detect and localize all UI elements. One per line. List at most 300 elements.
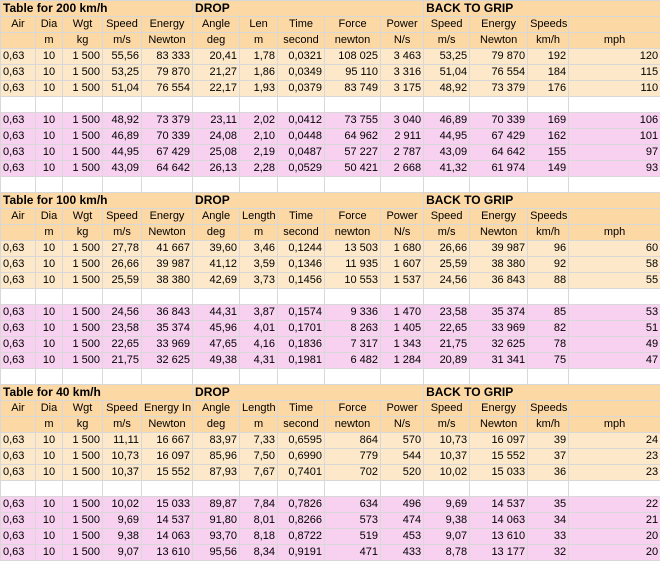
table-cell[interactable]: 1 500 (63, 529, 103, 545)
table-cell[interactable]: 42,69 (193, 273, 240, 289)
table-cell[interactable]: 1 500 (63, 353, 103, 369)
table-cell[interactable]: 51 (569, 321, 660, 337)
table-cell[interactable]: 0,1346 (278, 257, 325, 273)
table-cell[interactable]: 8,78 (424, 545, 470, 561)
table-cell[interactable]: 10 (36, 353, 63, 369)
table-cell[interactable]: 22,65 (424, 321, 470, 337)
table-cell[interactable]: 520 (381, 465, 424, 481)
table-cell[interactable]: 0,63 (1, 529, 36, 545)
table-cell[interactable]: 10,37 (103, 465, 142, 481)
table-cell[interactable]: 0,63 (1, 497, 36, 513)
table-cell[interactable]: 433 (381, 545, 424, 561)
table-cell[interactable]: 21,27 (193, 65, 240, 81)
table-cell[interactable]: 49 (569, 337, 660, 353)
table-cell[interactable]: 779 (325, 449, 381, 465)
table-cell[interactable]: 10 (36, 529, 63, 545)
table-cell[interactable]: 44,95 (424, 129, 470, 145)
empty-cell[interactable] (381, 97, 424, 113)
table-cell[interactable]: 25,59 (103, 273, 142, 289)
table-cell[interactable]: 192 (528, 49, 569, 65)
table-cell[interactable]: 20 (569, 545, 660, 561)
table-cell[interactable]: 1 500 (63, 241, 103, 257)
table-cell[interactable]: 73 379 (470, 81, 528, 97)
table-cell[interactable]: 0,6595 (278, 433, 325, 449)
table-cell[interactable]: 67 429 (470, 129, 528, 145)
table-cell[interactable]: 519 (325, 529, 381, 545)
empty-cell[interactable] (63, 97, 103, 113)
table-cell[interactable]: 10 (36, 65, 63, 81)
table-cell[interactable]: 10 (36, 49, 63, 65)
table-cell[interactable]: 0,63 (1, 337, 36, 353)
table-cell[interactable]: 20 (569, 529, 660, 545)
empty-cell[interactable] (569, 481, 660, 497)
table-cell[interactable]: 10 (36, 257, 63, 273)
table-cell[interactable]: 51,04 (103, 81, 142, 97)
empty-cell[interactable] (528, 177, 569, 193)
table-cell[interactable]: 48,92 (103, 113, 142, 129)
table-cell[interactable]: 96 (528, 241, 569, 257)
empty-cell[interactable] (240, 289, 278, 305)
table-cell[interactable]: 76 554 (470, 65, 528, 81)
table-cell[interactable]: 41,32 (424, 161, 470, 177)
empty-cell[interactable] (569, 97, 660, 113)
table-cell[interactable]: 1 500 (63, 161, 103, 177)
empty-cell[interactable] (193, 97, 240, 113)
table-cell[interactable]: 1 500 (63, 273, 103, 289)
table-cell[interactable]: 2 668 (381, 161, 424, 177)
table-cell[interactable]: 0,63 (1, 353, 36, 369)
empty-cell[interactable] (278, 369, 325, 385)
table-cell[interactable]: 10,73 (103, 449, 142, 465)
table-cell[interactable]: 79 870 (470, 49, 528, 65)
table-cell[interactable]: 10 (36, 449, 63, 465)
table-cell[interactable]: 1 500 (63, 337, 103, 353)
table-cell[interactable]: 24,56 (424, 273, 470, 289)
table-cell[interactable]: 13 610 (470, 529, 528, 545)
table-cell[interactable]: 27,78 (103, 241, 142, 257)
table-cell[interactable]: 15 033 (470, 465, 528, 481)
table-cell[interactable]: 78 (528, 337, 569, 353)
table-cell[interactable]: 67 429 (142, 145, 193, 161)
table-cell[interactable]: 73 379 (142, 113, 193, 129)
table-cell[interactable]: 83,97 (193, 433, 240, 449)
table-cell[interactable]: 0,63 (1, 465, 36, 481)
table-cell[interactable]: 43,09 (103, 161, 142, 177)
table-cell[interactable]: 9,38 (103, 529, 142, 545)
table-cell[interactable]: 32 (528, 545, 569, 561)
table-cell[interactable]: 2 911 (381, 129, 424, 145)
table-cell[interactable]: 1 500 (63, 465, 103, 481)
table-cell[interactable]: 0,63 (1, 305, 36, 321)
table-cell[interactable]: 0,1836 (278, 337, 325, 353)
table-cell[interactable]: 474 (381, 513, 424, 529)
empty-cell[interactable] (424, 369, 470, 385)
table-cell[interactable]: 8,34 (240, 545, 278, 561)
empty-cell[interactable] (103, 369, 142, 385)
table-cell[interactable]: 1 284 (381, 353, 424, 369)
table-cell[interactable]: 21 (569, 513, 660, 529)
empty-cell[interactable] (325, 289, 381, 305)
table-cell[interactable]: 10 (36, 161, 63, 177)
table-cell[interactable]: 25,59 (424, 257, 470, 273)
empty-cell[interactable] (569, 369, 660, 385)
table-cell[interactable]: 634 (325, 497, 381, 513)
table-cell[interactable]: 15 552 (142, 465, 193, 481)
table-cell[interactable]: 97 (569, 145, 660, 161)
table-cell[interactable]: 53 (569, 305, 660, 321)
empty-cell[interactable] (193, 177, 240, 193)
table-cell[interactable]: 44,31 (193, 305, 240, 321)
empty-cell[interactable] (381, 481, 424, 497)
table-cell[interactable]: 0,0379 (278, 81, 325, 97)
table-cell[interactable]: 33 969 (470, 321, 528, 337)
empty-cell[interactable] (63, 177, 103, 193)
table-cell[interactable]: 10 (36, 545, 63, 561)
table-cell[interactable]: 0,0349 (278, 65, 325, 81)
table-cell[interactable]: 115 (569, 65, 660, 81)
table-cell[interactable]: 41,12 (193, 257, 240, 273)
table-cell[interactable]: 15 033 (142, 497, 193, 513)
table-cell[interactable]: 2 787 (381, 145, 424, 161)
table-cell[interactable]: 39 987 (142, 257, 193, 273)
empty-cell[interactable] (1, 97, 36, 113)
table-cell[interactable]: 1 500 (63, 129, 103, 145)
table-cell[interactable]: 0,7401 (278, 465, 325, 481)
empty-cell[interactable] (470, 289, 528, 305)
empty-cell[interactable] (103, 481, 142, 497)
table-cell[interactable]: 702 (325, 465, 381, 481)
table-cell[interactable]: 0,1456 (278, 273, 325, 289)
empty-cell[interactable] (240, 97, 278, 113)
table-cell[interactable]: 60 (569, 241, 660, 257)
table-cell[interactable]: 10 (36, 129, 63, 145)
table-cell[interactable]: 93 (569, 161, 660, 177)
table-cell[interactable]: 1 405 (381, 321, 424, 337)
table-cell[interactable]: 8,01 (240, 513, 278, 529)
table-cell[interactable]: 2,10 (240, 129, 278, 145)
table-cell[interactable]: 89,87 (193, 497, 240, 513)
empty-cell[interactable] (63, 289, 103, 305)
table-cell[interactable]: 7,33 (240, 433, 278, 449)
table-cell[interactable]: 101 (569, 129, 660, 145)
table-cell[interactable]: 110 (569, 81, 660, 97)
table-cell[interactable]: 23 (569, 465, 660, 481)
table-cell[interactable]: 34 (528, 513, 569, 529)
table-cell[interactable]: 10 (36, 433, 63, 449)
table-cell[interactable]: 10,02 (424, 465, 470, 481)
table-cell[interactable]: 0,0448 (278, 129, 325, 145)
empty-cell[interactable] (424, 177, 470, 193)
table-cell[interactable]: 47,65 (193, 337, 240, 353)
table-cell[interactable]: 1,93 (240, 81, 278, 97)
table-cell[interactable]: 0,63 (1, 241, 36, 257)
empty-cell[interactable] (325, 177, 381, 193)
empty-cell[interactable] (142, 369, 193, 385)
table-cell[interactable]: 21,75 (103, 353, 142, 369)
table-cell[interactable]: 1 500 (63, 513, 103, 529)
table-cell[interactable]: 2,28 (240, 161, 278, 177)
empty-cell[interactable] (240, 177, 278, 193)
table-cell[interactable]: 13 610 (142, 545, 193, 561)
table-cell[interactable]: 51,04 (424, 65, 470, 81)
table-cell[interactable]: 1 500 (63, 113, 103, 129)
table-cell[interactable]: 1 500 (63, 497, 103, 513)
table-cell[interactable]: 10 (36, 113, 63, 129)
table-cell[interactable]: 23 (569, 449, 660, 465)
table-cell[interactable]: 49,38 (193, 353, 240, 369)
empty-cell[interactable] (325, 369, 381, 385)
table-cell[interactable]: 1 343 (381, 337, 424, 353)
table-cell[interactable]: 85,96 (193, 449, 240, 465)
table-cell[interactable]: 0,1701 (278, 321, 325, 337)
empty-cell[interactable] (142, 177, 193, 193)
empty-cell[interactable] (528, 481, 569, 497)
table-cell[interactable]: 10 (36, 305, 63, 321)
table-cell[interactable]: 58 (569, 257, 660, 273)
empty-cell[interactable] (1, 369, 36, 385)
table-cell[interactable]: 76 554 (142, 81, 193, 97)
table-cell[interactable]: 47 (569, 353, 660, 369)
table-cell[interactable]: 13 503 (325, 241, 381, 257)
table-cell[interactable]: 21,75 (424, 337, 470, 353)
table-cell[interactable]: 36 (528, 465, 569, 481)
table-cell[interactable]: 36 843 (142, 305, 193, 321)
table-cell[interactable]: 23,58 (103, 321, 142, 337)
table-cell[interactable]: 64 962 (325, 129, 381, 145)
table-cell[interactable]: 0,1981 (278, 353, 325, 369)
empty-cell[interactable] (193, 369, 240, 385)
table-cell[interactable]: 7,84 (240, 497, 278, 513)
table-cell[interactable]: 1 500 (63, 65, 103, 81)
table-cell[interactable]: 9 336 (325, 305, 381, 321)
table-cell[interactable]: 155 (528, 145, 569, 161)
table-cell[interactable]: 0,63 (1, 145, 36, 161)
table-cell[interactable]: 31 341 (470, 353, 528, 369)
table-cell[interactable]: 108 025 (325, 49, 381, 65)
empty-cell[interactable] (325, 97, 381, 113)
table-cell[interactable]: 75 (528, 353, 569, 369)
empty-cell[interactable] (278, 481, 325, 497)
empty-cell[interactable] (103, 177, 142, 193)
table-cell[interactable]: 9,38 (424, 513, 470, 529)
table-cell[interactable]: 9,69 (424, 497, 470, 513)
table-cell[interactable]: 24 (569, 433, 660, 449)
table-cell[interactable]: 16 097 (470, 433, 528, 449)
table-cell[interactable]: 162 (528, 129, 569, 145)
table-cell[interactable]: 3 040 (381, 113, 424, 129)
table-cell[interactable]: 55 (569, 273, 660, 289)
empty-cell[interactable] (193, 481, 240, 497)
table-cell[interactable]: 26,13 (193, 161, 240, 177)
empty-cell[interactable] (193, 289, 240, 305)
table-cell[interactable]: 6 482 (325, 353, 381, 369)
empty-cell[interactable] (325, 481, 381, 497)
table-cell[interactable]: 79 870 (142, 65, 193, 81)
empty-cell[interactable] (569, 289, 660, 305)
table-cell[interactable]: 16 097 (142, 449, 193, 465)
table-cell[interactable]: 0,1244 (278, 241, 325, 257)
table-cell[interactable]: 3,46 (240, 241, 278, 257)
table-cell[interactable]: 0,63 (1, 449, 36, 465)
table-cell[interactable]: 9,07 (424, 529, 470, 545)
table-cell[interactable]: 3,73 (240, 273, 278, 289)
table-cell[interactable]: 3,87 (240, 305, 278, 321)
table-cell[interactable]: 10 (36, 465, 63, 481)
table-cell[interactable]: 1 500 (63, 321, 103, 337)
empty-cell[interactable] (470, 177, 528, 193)
table-cell[interactable]: 35 374 (142, 321, 193, 337)
table-cell[interactable]: 496 (381, 497, 424, 513)
empty-cell[interactable] (278, 177, 325, 193)
table-cell[interactable]: 1 500 (63, 449, 103, 465)
table-cell[interactable]: 0,6990 (278, 449, 325, 465)
table-cell[interactable]: 70 339 (142, 129, 193, 145)
table-cell[interactable]: 53,25 (424, 49, 470, 65)
table-cell[interactable]: 11 935 (325, 257, 381, 273)
empty-cell[interactable] (470, 481, 528, 497)
table-cell[interactable]: 0,8266 (278, 513, 325, 529)
table-cell[interactable]: 1 500 (63, 545, 103, 561)
table-cell[interactable]: 1 537 (381, 273, 424, 289)
table-cell[interactable]: 26,66 (424, 241, 470, 257)
table-cell[interactable]: 9,69 (103, 513, 142, 529)
table-cell[interactable]: 1 470 (381, 305, 424, 321)
table-cell[interactable]: 0,63 (1, 321, 36, 337)
table-cell[interactable]: 44,95 (103, 145, 142, 161)
table-cell[interactable]: 85 (528, 305, 569, 321)
table-cell[interactable]: 14 063 (142, 529, 193, 545)
table-cell[interactable]: 0,63 (1, 65, 36, 81)
table-cell[interactable]: 83 333 (142, 49, 193, 65)
empty-cell[interactable] (278, 289, 325, 305)
empty-cell[interactable] (1, 481, 36, 497)
table-cell[interactable]: 33 969 (142, 337, 193, 353)
table-cell[interactable]: 8,18 (240, 529, 278, 545)
table-cell[interactable]: 7,67 (240, 465, 278, 481)
table-cell[interactable]: 0,63 (1, 129, 36, 145)
table-cell[interactable]: 16 667 (142, 433, 193, 449)
table-cell[interactable]: 83 749 (325, 81, 381, 97)
empty-cell[interactable] (142, 97, 193, 113)
table-cell[interactable]: 37 (528, 449, 569, 465)
table-cell[interactable]: 3 463 (381, 49, 424, 65)
table-cell[interactable]: 544 (381, 449, 424, 465)
table-cell[interactable]: 95,56 (193, 545, 240, 561)
empty-cell[interactable] (569, 177, 660, 193)
table-cell[interactable]: 41 667 (142, 241, 193, 257)
table-cell[interactable]: 55,56 (103, 49, 142, 65)
empty-cell[interactable] (470, 369, 528, 385)
table-cell[interactable]: 10,02 (103, 497, 142, 513)
table-cell[interactable]: 24,56 (103, 305, 142, 321)
table-cell[interactable]: 1 607 (381, 257, 424, 273)
table-cell[interactable]: 46,89 (103, 129, 142, 145)
table-cell[interactable]: 0,0412 (278, 113, 325, 129)
table-cell[interactable]: 10 (36, 497, 63, 513)
table-cell[interactable]: 4,16 (240, 337, 278, 353)
table-cell[interactable]: 3 175 (381, 81, 424, 97)
empty-cell[interactable] (528, 97, 569, 113)
empty-cell[interactable] (36, 289, 63, 305)
table-cell[interactable]: 0,63 (1, 273, 36, 289)
table-cell[interactable]: 32 625 (142, 353, 193, 369)
table-cell[interactable]: 10 (36, 145, 63, 161)
table-cell[interactable]: 35 374 (470, 305, 528, 321)
table-cell[interactable]: 10 553 (325, 273, 381, 289)
table-cell[interactable]: 10 (36, 513, 63, 529)
empty-cell[interactable] (240, 481, 278, 497)
table-cell[interactable]: 57 227 (325, 145, 381, 161)
empty-cell[interactable] (103, 97, 142, 113)
table-cell[interactable]: 0,9191 (278, 545, 325, 561)
table-cell[interactable]: 184 (528, 65, 569, 81)
table-cell[interactable]: 45,96 (193, 321, 240, 337)
table-cell[interactable]: 14 537 (470, 497, 528, 513)
table-cell[interactable]: 1 500 (63, 433, 103, 449)
table-cell[interactable]: 0,0487 (278, 145, 325, 161)
empty-cell[interactable] (528, 289, 569, 305)
table-cell[interactable]: 22,65 (103, 337, 142, 353)
empty-cell[interactable] (36, 97, 63, 113)
table-cell[interactable]: 3,59 (240, 257, 278, 273)
empty-cell[interactable] (63, 369, 103, 385)
table-cell[interactable]: 1 500 (63, 49, 103, 65)
table-cell[interactable]: 48,92 (424, 81, 470, 97)
table-cell[interactable]: 64 642 (470, 145, 528, 161)
table-cell[interactable]: 471 (325, 545, 381, 561)
empty-cell[interactable] (36, 481, 63, 497)
table-cell[interactable]: 2,19 (240, 145, 278, 161)
table-cell[interactable]: 15 552 (470, 449, 528, 465)
table-cell[interactable]: 169 (528, 113, 569, 129)
table-cell[interactable]: 10 (36, 337, 63, 353)
table-cell[interactable]: 39 (528, 433, 569, 449)
table-cell[interactable]: 38 380 (470, 257, 528, 273)
table-cell[interactable]: 1 500 (63, 257, 103, 273)
table-cell[interactable]: 0,7826 (278, 497, 325, 513)
table-cell[interactable]: 1 500 (63, 305, 103, 321)
table-cell[interactable]: 9,07 (103, 545, 142, 561)
table-cell[interactable]: 10 (36, 321, 63, 337)
table-cell[interactable]: 20,41 (193, 49, 240, 65)
empty-cell[interactable] (1, 177, 36, 193)
table-cell[interactable]: 11,11 (103, 433, 142, 449)
empty-cell[interactable] (528, 369, 569, 385)
empty-cell[interactable] (470, 97, 528, 113)
table-cell[interactable]: 26,66 (103, 257, 142, 273)
table-cell[interactable]: 64 642 (142, 161, 193, 177)
empty-cell[interactable] (381, 289, 424, 305)
table-cell[interactable]: 0,8722 (278, 529, 325, 545)
table-cell[interactable]: 50 421 (325, 161, 381, 177)
empty-cell[interactable] (103, 289, 142, 305)
table-cell[interactable]: 61 974 (470, 161, 528, 177)
table-cell[interactable]: 23,11 (193, 113, 240, 129)
empty-cell[interactable] (63, 481, 103, 497)
table-cell[interactable]: 14 537 (142, 513, 193, 529)
table-cell[interactable]: 38 380 (142, 273, 193, 289)
table-cell[interactable]: 0,63 (1, 257, 36, 273)
table-cell[interactable]: 0,63 (1, 161, 36, 177)
table-cell[interactable]: 32 625 (470, 337, 528, 353)
table-cell[interactable]: 0,1574 (278, 305, 325, 321)
table-cell[interactable]: 0,0321 (278, 49, 325, 65)
table-cell[interactable]: 22 (569, 497, 660, 513)
table-cell[interactable]: 4,31 (240, 353, 278, 369)
table-cell[interactable]: 73 755 (325, 113, 381, 129)
table-cell[interactable]: 35 (528, 497, 569, 513)
table-cell[interactable]: 149 (528, 161, 569, 177)
